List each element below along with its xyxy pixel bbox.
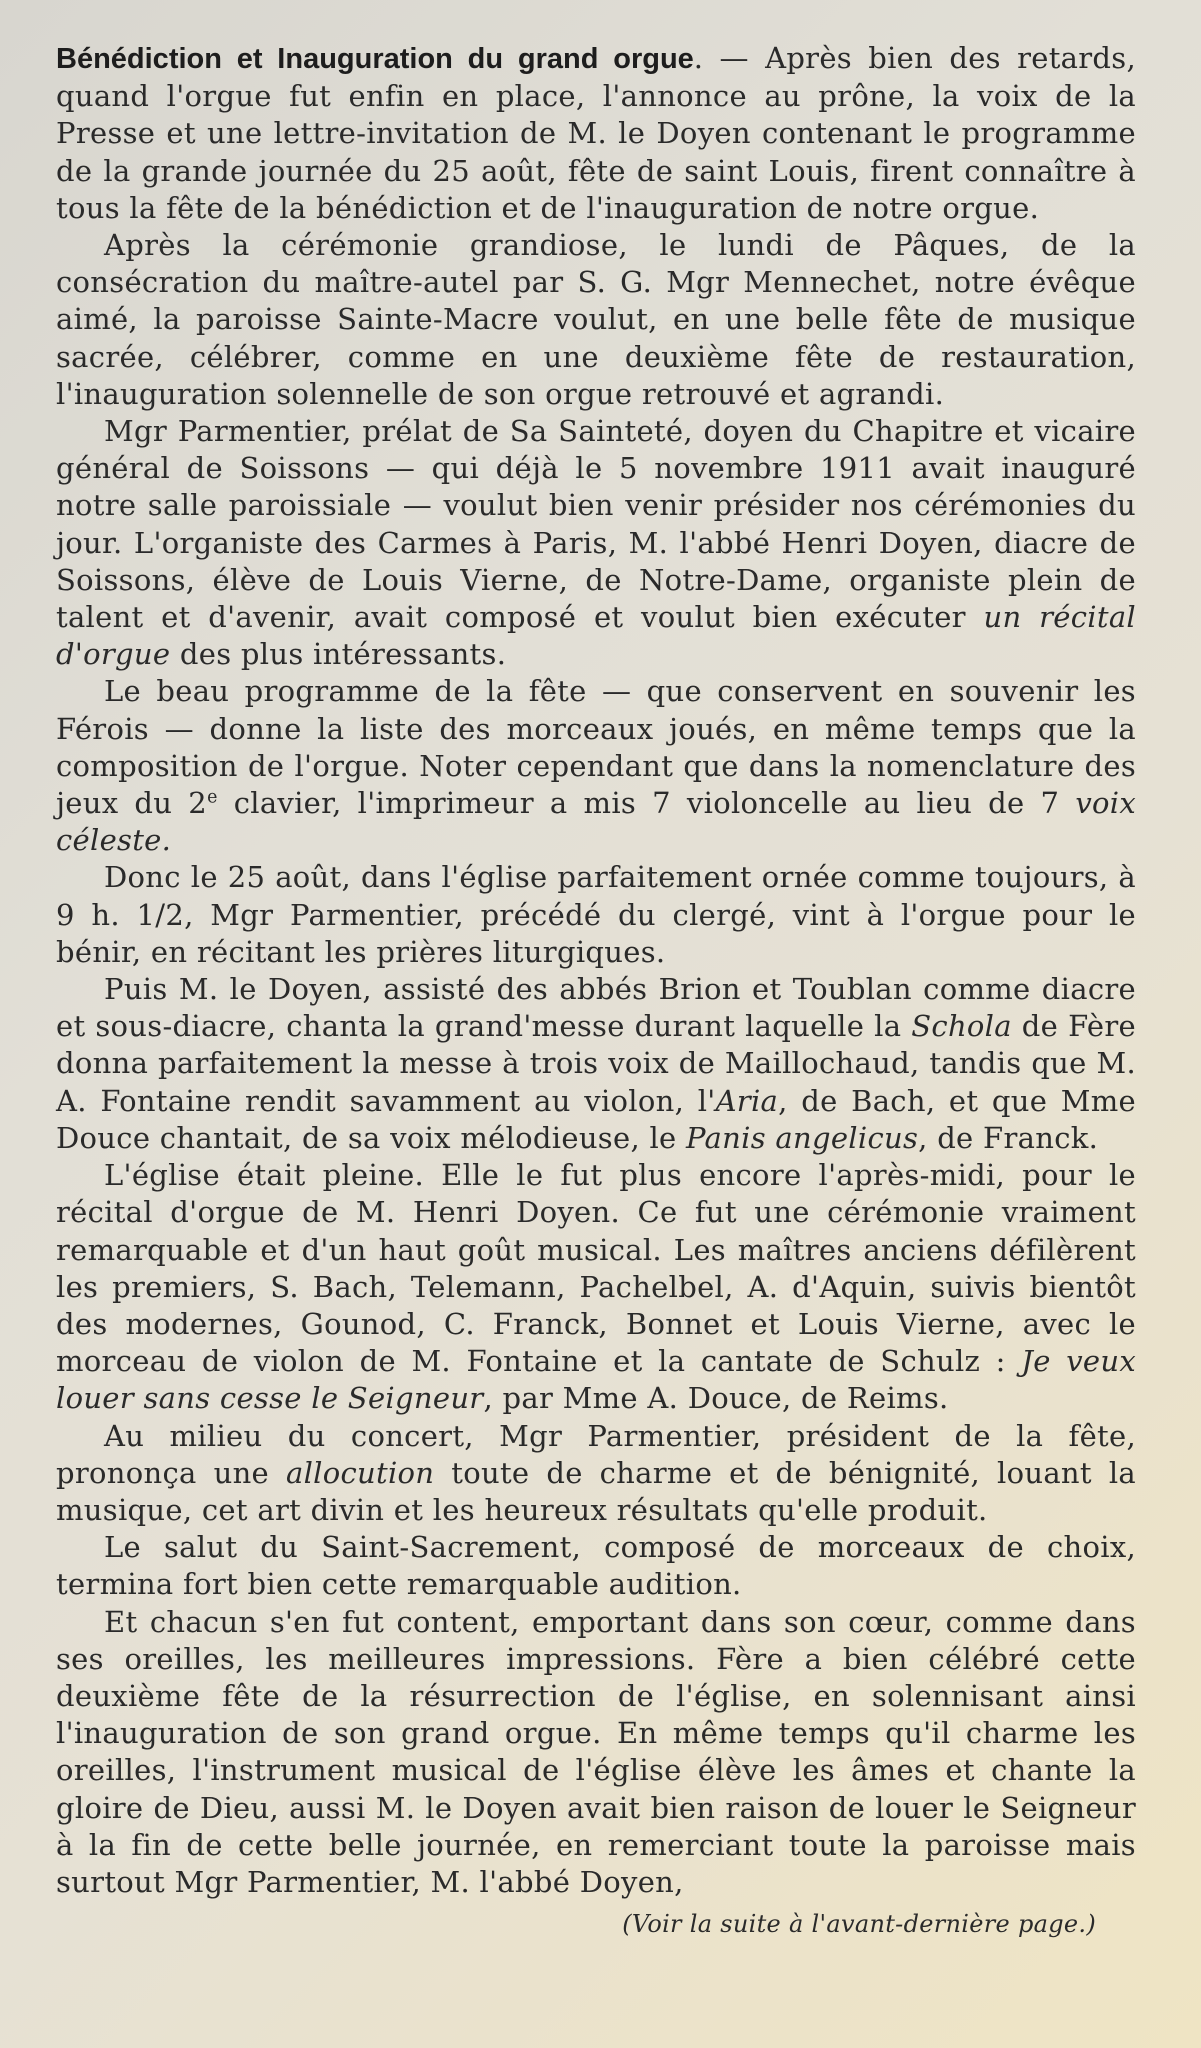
paragraph-3-italic: un récital d'orgue (56, 600, 1136, 672)
paragraph-6-italic-2: Aria (715, 1083, 779, 1118)
paragraph-4-text-a: Le beau programme de la fête — que conservent en souvenir les Férois — donne la liste des morceaux joués, en même temps que la composition de l'orgue. Noter cependant que dans la nomenclature des jeux du 2 (56, 674, 1136, 821)
paragraph-1-text: . — Après bien des retards, quand l'orgue fut enfin en place, l'annonce au prône, la voix de la Presse et une lettre-invitation de M. le Doyen contenant le programme de la grande journée du 25 août, fête de saint Louis, firent connaître à tous la fête de la bénédiction et de l'inauguration de notre orgue. (56, 41, 1136, 225)
paragraph-3 (56, 413, 1136, 673)
paragraph-3-text-b: des plus intéressants. (170, 637, 507, 672)
paragraph-4-superscript: e (207, 787, 218, 808)
paragraph-4-italic: voix céleste. (56, 786, 1137, 858)
paragraph-8 (56, 1418, 1136, 1530)
paragraph-2: Après la cérémonie grandiose, le lundi de Pâques, de la consécration du maître-autel par S. G. Mgr Mennechet, notre évêque aimé, la paroisse Sainte-Macre voulut, en une belle fête de musique sacrée, célébrer, comme en une deuxième fête de restauration, l'inauguration solennelle de son orgue retrouvé et agrandi. (56, 228, 1136, 411)
paragraph-6 (56, 971, 1136, 1157)
paragraph-3-text-a: Mgr Parmentier, prélat de Sa Sainteté, doyen du Chapitre et vicaire général de Soissons — qui déjà le 5 novembre 1911 avait inauguré notre salle paroissiale — voulut bien venir présider nos cérémonies du jour. L'organiste des Carmes à Paris, M. l'abbé Henri Doyen, diacre de Soissons, élève de Louis Vierne, de Notre-Dame, organiste plein de talent et d'avenir, avait composé et voulut bien exécuter (56, 414, 1136, 635)
article (56, 40, 1136, 1939)
paragraph-8-text-b: toute de charme et de bénignité, louant la musique, cet art divin et les heureux résultats qu'elle produit. (56, 1455, 1136, 1527)
paragraph-7-italic: Je veux louer sans cesse le Seigneur (56, 1344, 1137, 1416)
paragraph-1 (56, 40, 1136, 227)
paragraph-6-italic-3: Panis angelicus (686, 1120, 919, 1155)
paragraph-7 (56, 1157, 1136, 1417)
article-title: Bénédiction et Inauguration du grand orgue (56, 43, 694, 75)
paragraph-6-text-a: Puis M. le Doyen, assisté des abbés Brion et Toublan comme diacre et sous-diacre, chanta la grand'messe durant laquelle la (56, 972, 1136, 1044)
paragraph-10: Et chacun s'en fut content, emportant dans son cœur, comme dans ses oreilles, les meilleures impressions. Fère a bien célébré cette deuxième fête de la résurrection de l'église, en solennisant ainsi l'inauguration de son grand orgue. En même temps qu'il charme les oreilles, l'instrument musical de l'église élève les âmes et chante la gloire de Dieu, aussi M. le Doyen avait bien raison de louer le Seigneur à la fin de cette belle journée, en remerciant toute la paroisse mais surtout Mgr Parmentier, M. l'abbé Doyen, (56, 1604, 1136, 1899)
paragraph-9: Le salut du Saint-Sacrement, composé de morceaux de choix, termina fort bien cette remarquable audition. (56, 1530, 1136, 1602)
paragraph-8-italic: allocution (286, 1455, 435, 1490)
paragraph-8-text-a: Au milieu du concert, Mgr Parmentier, président de la fête, prononça une (56, 1418, 1136, 1490)
paragraph-7-text-a: L'église était pleine. Elle le fut plus encore l'après-midi, pour le récital d'orgue de M. Henri Doyen. Ce fut une cérémonie vraiment remarquable et d'un haut goût musical. Les maîtres anciens défilèrent les premiers, S. Bach, Telemann, Pachelbel, A. d'Aquin, suivis bientôt des modernes, Gounod, C. Franck, Bonnet et Louis Vierne, avec le morceau de violon de M. Fontaine et la cantate de Schulz : (56, 1158, 1136, 1379)
paragraph-6-text-d: , de Franck. (918, 1120, 1099, 1155)
paragraph-4-text-b: clavier, l'imprimeur a mis 7 violoncelle au lieu de 7 (217, 786, 1076, 821)
paragraph-6-text-b: de Fère donna parfaitement la messe à trois voix de Maillochaud, tandis que M. A. Fontaine rendit savamment au violon, l' (56, 1009, 1136, 1118)
paragraph-6-text-c: , de Bach, et que Mme Douce chantait, de sa voix mélodieuse, le (56, 1083, 1137, 1155)
paragraph-7-text-b: , par Mme A. Douce, de Reims. (483, 1381, 949, 1416)
paragraph-6-italic-1: Schola (911, 1009, 1012, 1044)
paragraph-5: Donc le 25 août, dans l'église parfaitement ornée comme toujours, à 9 h. 1/2, Mgr Parmentier, précédé du clergé, vint à l'orgue pour le bénir, en récitant les prières liturgiques. (56, 860, 1136, 969)
continuation-note: (Voir la suite à l'avant-dernière page.) (622, 1910, 1096, 1939)
paragraph-4 (56, 673, 1136, 859)
